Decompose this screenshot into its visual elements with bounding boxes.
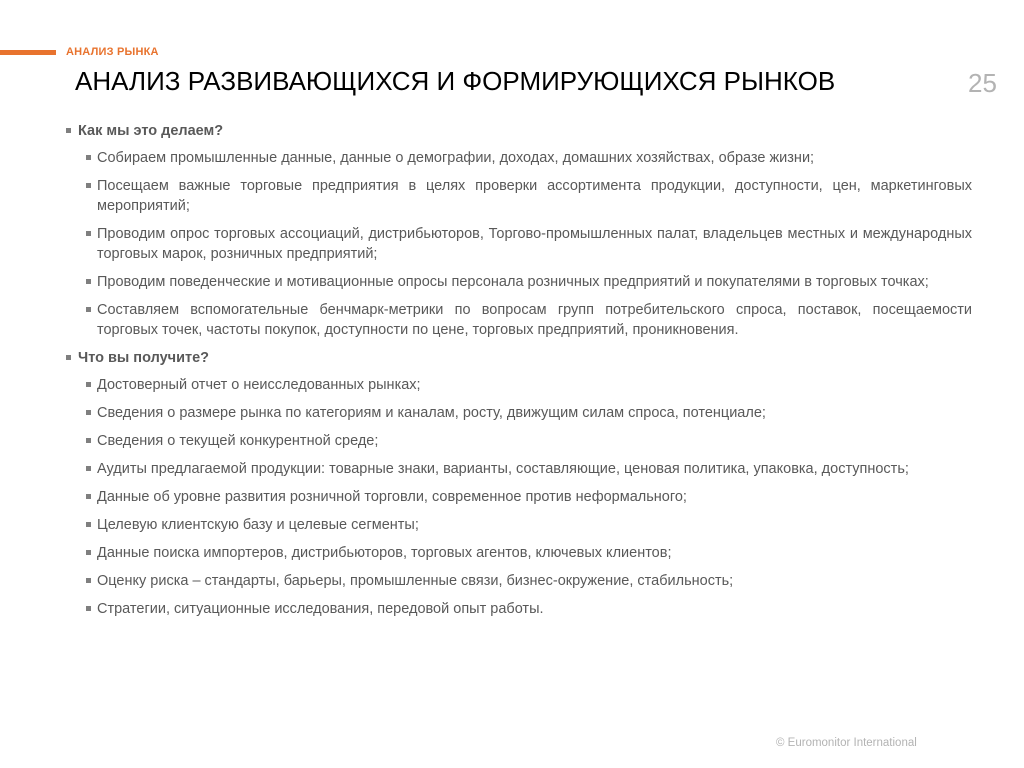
list-item — [86, 403, 972, 423]
bullet-square-icon — [86, 550, 91, 555]
copyright-footer: © Euromonitor International — [776, 737, 917, 749]
group-heading-text: Что вы получите? — [78, 350, 210, 366]
list-item-text: Сведения о текущей конкурентной среде; — [97, 433, 379, 449]
list-item-text: Сведения о размере рынка по категориям и каналам, росту, движущим силам спроса, потенциале; — [97, 405, 766, 421]
list-item-text: Достоверный отчет о неисследованных рынках; — [97, 377, 421, 393]
list-item — [86, 272, 972, 292]
list-item — [86, 487, 972, 507]
group-heading — [66, 121, 972, 141]
list-item-text: Данные об уровне развития розничной торговли, современное против неформального; — [97, 489, 687, 505]
list-item-text: Оценку риска – стандарты, барьеры, промышленные связи, бизнес-окружение, стабильность; — [97, 573, 734, 589]
list-item — [86, 543, 972, 563]
accent-bar — [0, 50, 56, 55]
list-item-text: Данные поиска импортеров, дистрибьюторов, торговых агентов, ключевых клиентов; — [97, 545, 672, 561]
bullet-square-icon — [86, 279, 91, 284]
list-item — [86, 571, 972, 591]
list-item-text: Проводим поведенческие и мотивационные опросы персонала розничных предприятий и покупателями в торговых точках; — [97, 274, 929, 290]
list-item — [86, 148, 972, 168]
list-item — [86, 431, 972, 451]
page-number: 25 — [968, 68, 997, 98]
list-item — [86, 375, 972, 395]
bullet-content — [66, 120, 972, 627]
group-heading — [66, 348, 972, 368]
list-item — [86, 599, 972, 619]
bullet-square-icon — [86, 606, 91, 611]
bullet-square-icon — [66, 128, 71, 133]
bullet-square-icon — [86, 494, 91, 499]
bullet-square-icon — [86, 231, 91, 236]
list-item — [86, 459, 972, 479]
bullet-square-icon — [86, 183, 91, 188]
group-heading-text: Как мы это делаем? — [78, 123, 224, 139]
list-item — [86, 300, 972, 340]
list-item — [86, 515, 972, 535]
list-item-text: Составляем вспомогательные бенчмарк-метрики по вопросам групп потребительского спроса, поставок, посещаемости торговых точек, частоты покупок, доступности по цене, торговых предприятий, проникновения. — [97, 302, 972, 338]
bullet-square-icon — [66, 355, 71, 360]
bullet-square-icon — [86, 578, 91, 583]
list-item — [86, 176, 972, 216]
list-item-text: Аудиты предлагаемой продукции: товарные знаки, варианты, составляющие, ценовая политика, упаковка, доступность; — [97, 461, 909, 477]
page-title: АНАЛИЗ РАЗВИВАЮЩИХСЯ И ФОРМИРУЮЩИХСЯ РЫНКОВ — [75, 66, 836, 96]
list-item-text: Стратегии, ситуационные исследования, передовой опыт работы. — [97, 601, 544, 617]
list-item-text: Целевую клиентскую базу и целевые сегменты; — [97, 517, 419, 533]
list-item-text: Собираем промышленные данные, данные о демографии, доходах, домашних хозяйствах, образе жизни; — [97, 150, 815, 166]
bullet-square-icon — [86, 438, 91, 443]
bullet-square-icon — [86, 466, 91, 471]
bullet-square-icon — [86, 382, 91, 387]
list-item-text: Посещаем важные торговые предприятия в целях проверки ассортимента продукции, доступности, цен, маркетинговых мероприятий; — [97, 178, 972, 214]
bullet-square-icon — [86, 410, 91, 415]
list-item-text: Проводим опрос торговых ассоциаций, дистрибьюторов, Торгово-промышленных палат, владельцев местных и международных торговых марок, розничных предприятий; — [97, 226, 972, 262]
bullet-square-icon — [86, 307, 91, 312]
list-item — [86, 224, 972, 264]
bullet-square-icon — [86, 155, 91, 160]
section-label: АНАЛИЗ РЫНКА — [66, 46, 159, 58]
bullet-square-icon — [86, 522, 91, 527]
